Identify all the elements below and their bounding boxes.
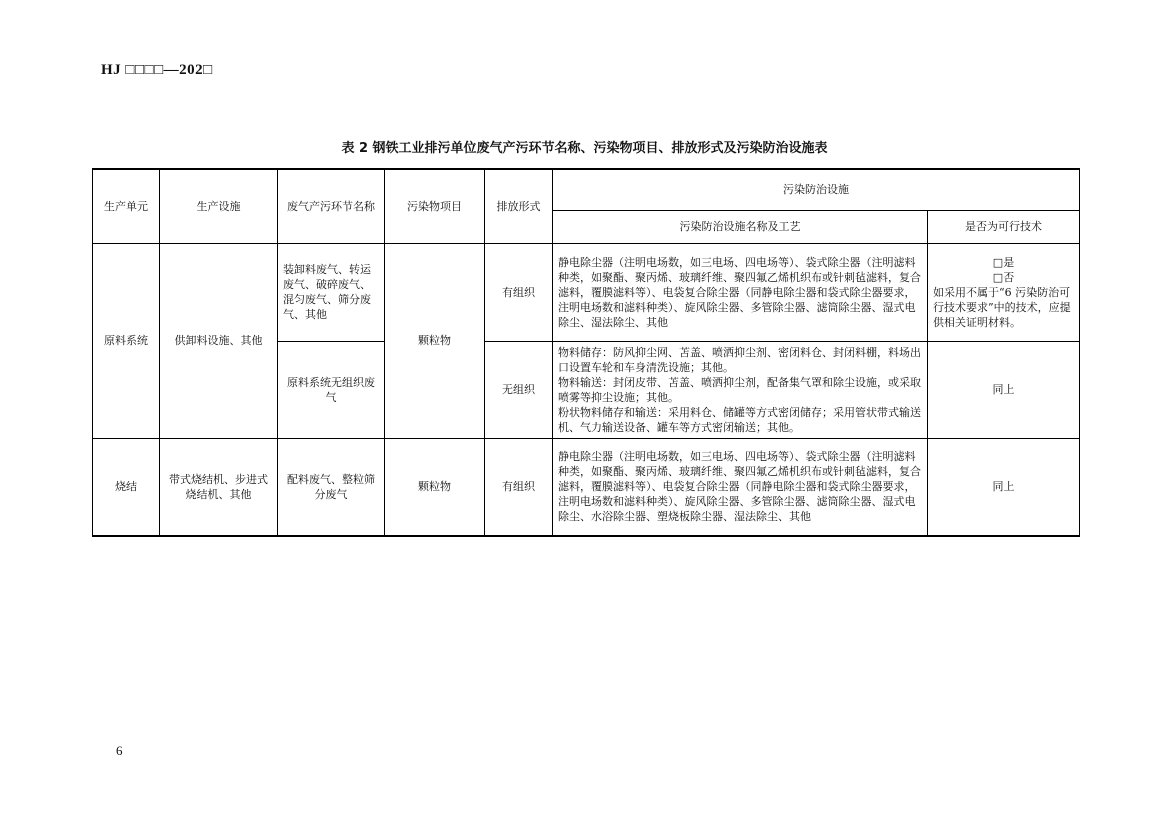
cell-facility: 供卸料设施、其他 <box>160 243 278 438</box>
cell-unit: 原料系统 <box>93 243 160 438</box>
cell-link: 原料系统无组织废气 <box>278 341 385 438</box>
cell-emission: 有组织 <box>485 438 553 536</box>
feasible-note: 如采用不属于“6 污染防治可行技术要求”中的技术，应提供相关证明材料。 <box>933 285 1071 329</box>
feasible-no-checkbox[interactable]: □否 <box>992 270 1015 284</box>
cell-emission: 无组织 <box>485 341 553 438</box>
table-title: 表 2 钢铁工业排污单位废气产污环节名称、污染物项目、排放形式及污染防治设施表 <box>341 141 828 156</box>
col-header-feasible: 是否为可行技术 <box>928 210 1080 243</box>
table-row <box>93 438 1080 536</box>
cell-feasible: 同上 <box>928 341 1080 438</box>
col-header-prevention-name: 污染防治设施名称及工艺 <box>553 210 928 243</box>
page-number: 6 <box>116 743 123 758</box>
cell-facility: 带式烧结机、步进式烧结机、其他 <box>160 438 278 536</box>
cell-link: 装卸料废气、转运废气、破碎废气、混匀废气、筛分废气、其他 <box>278 243 385 341</box>
col-header-unit: 生产单元 <box>93 169 160 243</box>
document-code: HJ □□□□—202□ <box>101 62 213 78</box>
table-row <box>93 243 1080 341</box>
cell-pollutant: 颗粒物 <box>385 438 485 536</box>
col-header-pollutant: 污染物项目 <box>385 169 485 243</box>
cell-feasible <box>928 243 1080 341</box>
cell-link: 配料废气、整粒筛分废气 <box>278 438 385 536</box>
cell-pollutant: 颗粒物 <box>385 243 485 438</box>
prevention-line: 粉状物料储存和输送：采用料仓、储罐等方式密闭储存；采用管状带式输送机、气力输送设备、罐车等方式密闭输送；其他。 <box>558 405 921 434</box>
col-header-link: 废气产污环节名称 <box>278 169 385 243</box>
col-header-facility: 生产设施 <box>160 169 278 243</box>
prevention-line: 物料储存：防风抑尘网、苫盖、喷洒抑尘剂、密闭料仓、封闭料棚，料场出口设置车轮和车身清洗设施；其他。 <box>558 345 921 374</box>
cell-unit: 烧结 <box>93 438 160 536</box>
emission-table <box>92 168 1080 537</box>
cell-prevention <box>553 341 928 438</box>
cell-emission: 有组织 <box>485 243 553 341</box>
cell-prevention: 静电除尘器（注明电场数，如三电场、四电场等）、袋式除尘器（注明滤料种类，如聚酯、聚丙烯、玻璃纤维、聚四氟乙烯机织布或针刺毡滤料，复合滤料，覆膜滤料等）、电袋复合除尘器（同静电除尘器和袋式除尘器要求，注明电场数和滤料种类）、旋风除尘器、多管除尘器、滤筒除尘器、湿式电除尘、湿法除尘、其他 <box>553 243 928 341</box>
cell-prevention: 静电除尘器（注明电场数，如三电场、四电场等）、袋式除尘器（注明滤料种类，如聚酯、聚丙烯、玻璃纤维、聚四氟乙烯机织布或针刺毡滤料，复合滤料，覆膜滤料等）、电袋复合除尘器（同静电除尘器和袋式除尘器要求，注明电场数和滤料种类）、旋风除尘器、多管除尘器、滤筒除尘器、湿式电除尘、水浴除尘器、塑烧板除尘器、湿法除尘、其他 <box>553 438 928 536</box>
header-row-1 <box>93 169 1080 210</box>
col-header-prevention: 污染防治设施 <box>553 169 1080 210</box>
prevention-line: 物料输送：封闭皮带、苫盖、喷洒抑尘剂，配备集气罩和除尘设施，或采取喷雾等抑尘设施；其他。 <box>558 375 921 404</box>
col-header-emission: 排放形式 <box>485 169 553 243</box>
cell-feasible: 同上 <box>928 438 1080 536</box>
feasible-yes-checkbox[interactable]: □是 <box>992 255 1015 269</box>
